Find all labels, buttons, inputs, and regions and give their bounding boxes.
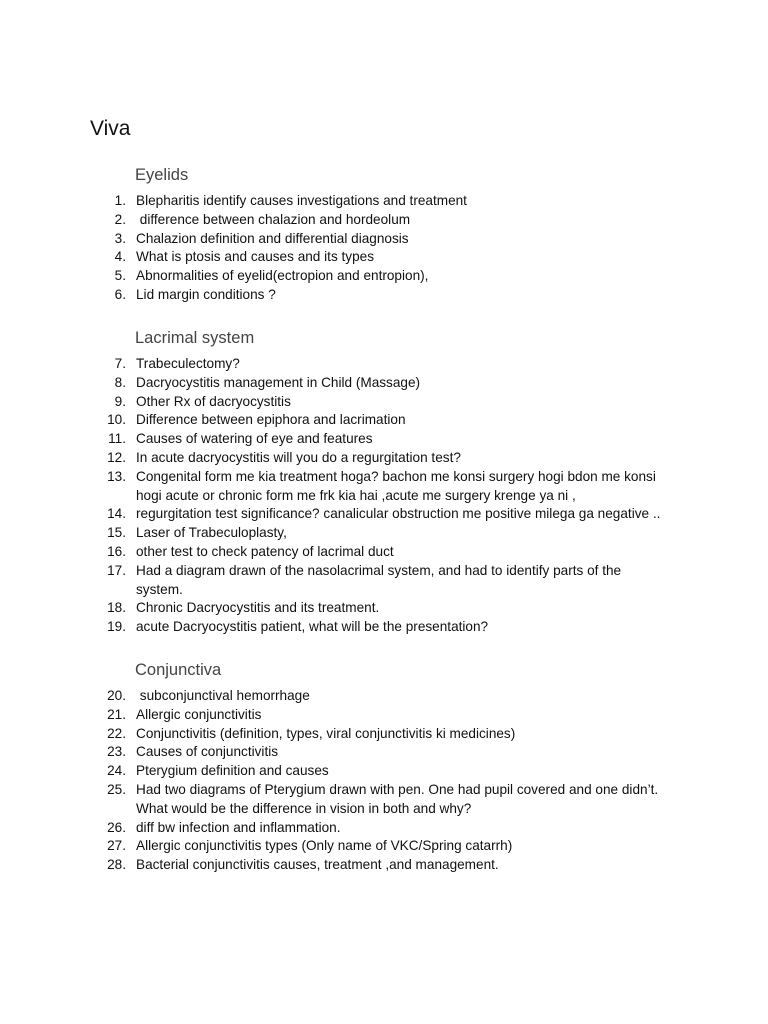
list-item-text: Chalazion definition and differential diagnosis [136, 230, 409, 246]
list-item [0, 355, 676, 374]
list-item-number: 9. [114, 393, 126, 409]
list-item-number: 5. [114, 268, 126, 284]
list-item-text: Congenital form me kia treatment hoga? bachon me konsi surgery hogi bdon me konsi hogi acute or chronic form me frk kia hai ,acute me surgery krenge ya ni , [136, 468, 656, 503]
list-item-text: Allergic conjunctivitis types (Only name of VKC/Spring catarrh) [136, 838, 513, 854]
document-title: Viva [90, 117, 131, 140]
list-item-number: 10. [107, 412, 126, 428]
list-item-text: Dacryocystitis management in Child (Massage) [136, 374, 421, 390]
numbered-list [0, 355, 676, 637]
list-item-number: 25. [107, 781, 126, 797]
list-item [0, 562, 676, 600]
list-item [0, 505, 676, 524]
list-item [0, 286, 676, 305]
list-item-number: 6. [114, 286, 126, 302]
list-item-text: other test to check patency of lacrimal duct [136, 543, 394, 559]
list-item-text: subconjunctival hemorrhage [136, 688, 310, 703]
list-item [0, 781, 676, 819]
list-item [0, 393, 676, 412]
list-item [0, 599, 676, 618]
list-item-text: difference between chalazion and hordeolum [136, 211, 411, 227]
list-item-text: Conjunctivitis (definition, types, viral conjunctivitis ki medicines) [136, 725, 516, 741]
list-item [0, 192, 676, 211]
section-heading: Lacrimal system [135, 329, 255, 347]
list-item-number: 14. [107, 506, 126, 522]
list-item [0, 374, 676, 393]
list-item-text: What is ptosis and causes and its types [136, 249, 375, 265]
list-item-number: 24. [107, 763, 126, 779]
section-heading: Conjunctiva [135, 661, 222, 679]
list-item [0, 411, 676, 430]
list-item-text: Causes of watering of eye and features [136, 431, 373, 447]
list-item-number: 18. [107, 600, 126, 616]
list-item-number: 3. [114, 230, 126, 246]
list-item-text: Allergic conjunctivitis [136, 706, 262, 722]
list-item-text: Blepharitis identify causes investigations and treatment [136, 193, 467, 208]
list-item-number: 17. [107, 562, 126, 578]
list-item [0, 248, 676, 267]
list-item-number: 12. [107, 449, 126, 465]
list-item [0, 819, 676, 838]
list-item [0, 837, 676, 856]
list-item-number: 15. [107, 525, 126, 541]
list-item [0, 449, 676, 468]
list-item [0, 706, 676, 725]
list-item-text: diff bw infection and inflammation. [136, 819, 341, 835]
list-item-text: Abnormalities of eyelid(ectropion and entropion), [136, 268, 429, 284]
list-item-number: 11. [108, 431, 126, 447]
section-heading: Eyelids [135, 166, 189, 184]
list-item-text: Trabeculectomy? [136, 356, 240, 371]
numbered-list [0, 192, 676, 305]
list-item-text: Chronic Dacryocystitis and its treatment. [136, 600, 380, 616]
list-item-text: Pterygium definition and causes [136, 763, 329, 779]
list-item [0, 211, 676, 230]
list-item-number: 2. [114, 211, 126, 227]
list-item-text: Bacterial conjunctivitis causes, treatment ,and management. [136, 857, 499, 873]
list-item-number: 19. [107, 619, 126, 635]
list-item-text: Difference between epiphora and lacrimation [136, 412, 406, 428]
list-item-text: acute Dacryocystitis patient, what will be the presentation? [136, 619, 489, 635]
list-item-text: In acute dacryocystitis will you do a regurgitation test? [136, 449, 461, 465]
list-item [0, 856, 676, 875]
list-item [0, 468, 676, 506]
numbered-list [0, 687, 676, 875]
list-item-number: 7. [114, 356, 126, 371]
list-item-text: Had two diagrams of Pterygium drawn with pen. One had pupil covered and one didn’t. What would be the difference in vision in both and why? [136, 781, 659, 816]
list-item [0, 543, 676, 562]
list-item [0, 524, 676, 543]
list-item-number: 28. [107, 857, 126, 873]
list-item-text: Had a diagram drawn of the nasolacrimal system, and had to identify parts of the system. [136, 562, 622, 597]
list-item-text: regurgitation test significance? canalicular obstruction me positive milega ga negative .. [136, 506, 661, 522]
list-item-number: 21. [107, 706, 126, 722]
list-item-number: 8. [114, 374, 126, 390]
list-item [0, 725, 676, 744]
list-item-number: 20. [107, 688, 126, 703]
list-item [0, 687, 676, 706]
list-item-number: 4. [114, 249, 126, 265]
list-item-number: 23. [107, 744, 126, 760]
list-item [0, 762, 676, 781]
list-item-text: Causes of conjunctivitis [136, 744, 279, 760]
list-item-text: Other Rx of dacryocystitis [136, 393, 291, 409]
list-item-number: 1. [114, 193, 126, 208]
list-item [0, 230, 676, 249]
list-item-number: 13. [107, 468, 126, 484]
list-item [0, 430, 676, 449]
list-item [0, 267, 676, 286]
list-item-text: Laser of Trabeculoplasty, [136, 525, 287, 541]
list-item-number: 27. [107, 838, 126, 854]
list-item-text: Lid margin conditions ? [136, 286, 276, 302]
list-item-number: 26. [107, 819, 126, 835]
list-item [0, 618, 676, 637]
list-item [0, 743, 676, 762]
list-item-number: 16. [107, 543, 126, 559]
list-item-number: 22. [107, 725, 126, 741]
